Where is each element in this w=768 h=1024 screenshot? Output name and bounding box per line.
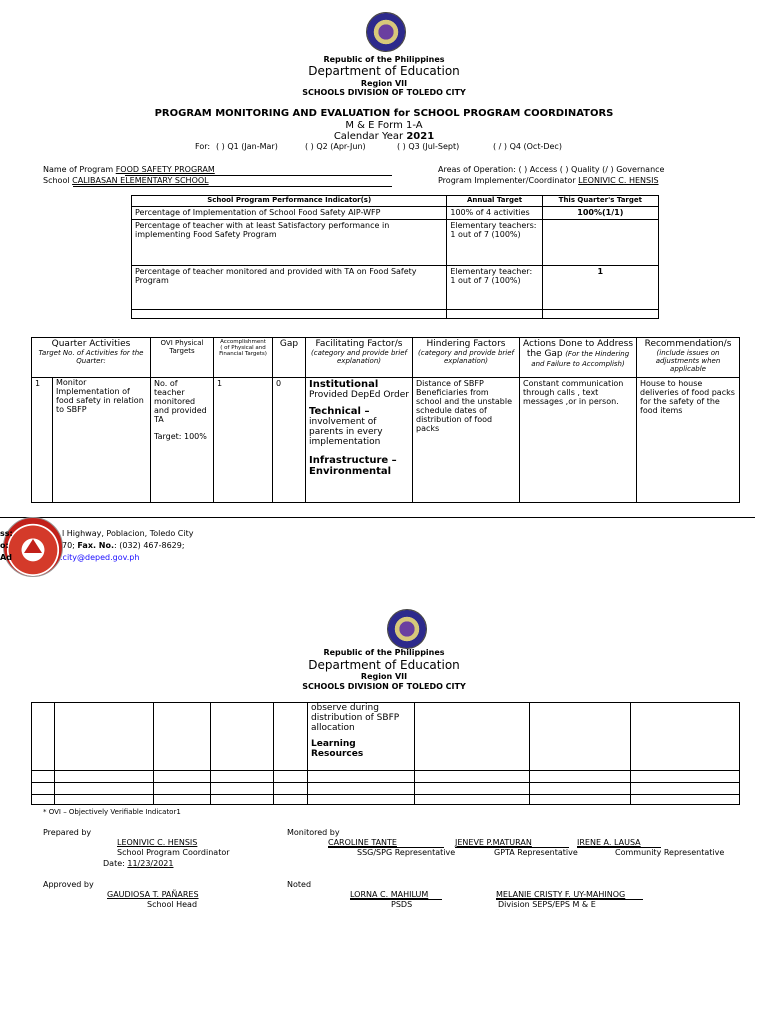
- noted2-name: MELANIE CRISTY F. UY-MAHINOG: [496, 890, 626, 899]
- quarter-q2: ( ) Q2 (Apr-Jun): [305, 142, 366, 151]
- ovi-header: OVI Physical Targets: [151, 338, 214, 378]
- noted1-role: PSDS: [391, 900, 413, 909]
- dept-label: Department of Education: [308, 64, 460, 78]
- noted2-role: Division SEPS/EPS M & E: [498, 900, 596, 909]
- actions-cell: Constant communication through calls , text messages ,or in person.: [520, 378, 637, 503]
- annual-target-cell: Elementary teacher: 1 out of 7 (100%): [447, 266, 542, 310]
- areas-governance: (/ ) Governance: [602, 165, 665, 174]
- quarter-activities-header: Quarter Activities Target No. of Activities for the Quarter:: [32, 338, 151, 378]
- program-name-value: FOOD SAFETY PROGRAM: [115, 165, 215, 174]
- calendar-year: [0, 131, 768, 142]
- activity-number: 1: [32, 378, 53, 503]
- footer-tel: 70; Fax. No.: (032) 467-8629;: [62, 541, 185, 550]
- quarter-target-header: This Quarter's Target: [542, 196, 658, 207]
- indicators-table: [131, 195, 659, 319]
- school-value: CALIBASAN ELEMENTARY SCHOOL: [72, 176, 209, 185]
- program-name-label: Name of Program: [43, 165, 114, 174]
- gap-header: Gap: [273, 338, 306, 378]
- division-label: SCHOOLS DIVISION OF TOLEDO CITY: [302, 682, 466, 691]
- footer-address: l Highway, Poblacion, Toledo City: [62, 529, 194, 538]
- quarter-target-cell: 100%(1/1): [542, 207, 658, 220]
- deped-seal-icon: [366, 12, 406, 52]
- footer-address-label: ss:: [0, 529, 13, 538]
- republic-label: Republic of the Philippines: [323, 648, 445, 657]
- region-label: Region VII: [360, 79, 408, 88]
- implementer-value: LEONIVIC C. HENSIS: [578, 176, 659, 185]
- quarter-target-cell: [542, 220, 658, 266]
- implementer-row: [438, 176, 659, 185]
- dept-label: Department of Education: [308, 658, 460, 672]
- monitor1-name: CAROLINE TANTE: [328, 838, 397, 847]
- republic-label: Republic of the Philippines: [323, 55, 445, 64]
- annual-target-header: Annual Target: [447, 196, 542, 207]
- actions-header: Actions Done to Address the Gap (For the Hindering and Failure to Accomplish): [520, 338, 637, 378]
- approved-by-name: GAUDIOSA T. PAÑARES: [107, 890, 199, 899]
- hindering-header: Hindering Factors (category and provide brief explanation): [413, 338, 520, 378]
- date-label: Date:: [103, 859, 125, 868]
- activities-table-continued: [31, 702, 740, 805]
- quarter-q4: ( / ) Q4 (Oct-Dec): [493, 142, 562, 151]
- date-row: [103, 859, 173, 868]
- areas-quality: ( ) Quality: [559, 165, 600, 174]
- activity-text: Monitor Implementation of food safety in relation to SBFP: [53, 378, 151, 503]
- monitor3-name: IRENE A. LAUSA: [577, 838, 641, 847]
- monitored-by-label: Monitored by: [287, 828, 340, 837]
- gap-cell: 0: [273, 378, 306, 503]
- quarter-q3: ( ) Q3 (Jul-Sept): [397, 142, 460, 151]
- footer-tel-label: o:: [0, 541, 9, 550]
- facilitating-header: Facilitating Factor/s (category and provide brief explanation): [306, 338, 413, 378]
- indicator-cell: Percentage of teacher with at least Satisfactory performance in implementing Food Safety Program: [132, 220, 447, 266]
- division-logo-icon: [3, 517, 63, 577]
- approved-by-role: School Head: [147, 900, 198, 909]
- facilitating-cell: Institutional Provided DepEd Order Technical – involvement of parents in every implementation Infrastructure – Environmental: [306, 378, 413, 503]
- calendar-year-label: Calendar Year: [333, 131, 404, 142]
- region-label: Region VII: [360, 672, 408, 681]
- prepared-by-role: School Program Coordinator: [117, 848, 230, 857]
- prepared-by-label: Prepared by: [43, 828, 92, 837]
- form-title: PROGRAM MONITORING AND EVALUATION for SCHOOL PROGRAM COORDINATORS: [154, 108, 614, 119]
- date-value: 11/23/2021: [127, 859, 174, 868]
- accomplishment-cell: 1: [214, 378, 273, 503]
- areas-label: Areas of Operation:: [438, 165, 516, 174]
- annual-target-cell: 100% of 4 activities: [447, 207, 542, 220]
- areas-access: ( ) Access: [518, 165, 558, 174]
- monitor2-name: JENEVE P.MATURAN: [455, 838, 532, 847]
- recommendation-header: Recommendation/s (include issues on adjustments when applicable: [637, 338, 740, 378]
- school-row: [43, 176, 209, 185]
- indicator-cell: Percentage of teacher monitored and provided with TA on Food Safety Program: [132, 266, 447, 310]
- footer-email-label: Ad: [0, 553, 12, 562]
- implementer-label: Program Implementer/Coordinator: [438, 176, 576, 185]
- monitor3-role: Community Representative: [615, 848, 725, 857]
- accomplishment-header: Accomplishment ( of Physical and Financial Targets): [214, 338, 273, 378]
- annual-target-cell: Elementary teachers: 1 out of 7 (100%): [447, 220, 542, 266]
- calendar-year-value: 2021: [406, 131, 435, 142]
- form-number: M & E Form 1-A: [345, 120, 423, 131]
- ovi-cell: No. of teacher monitored and provided TA Target: 100%: [151, 378, 214, 503]
- hindering-cell: Distance of SBFP Beneficiaries from school and the unstable schedule dates of distribution of food packs: [413, 378, 520, 503]
- indicator-header: School Program Performance Indicator(s): [132, 196, 447, 207]
- activities-table: [31, 337, 740, 503]
- quarter-for-label: For:: [195, 142, 211, 151]
- prepared-by-name: LEONIVIC C. HENSIS: [117, 838, 198, 847]
- approved-by-label: Approved by: [43, 880, 94, 889]
- noted-label: Noted: [287, 880, 312, 889]
- continued-facilitating-cell: observe during distribution of SBFP allocation Learning Resources: [308, 703, 415, 771]
- quarter-q1: ( ) Q1 (Jan-Mar): [216, 142, 278, 151]
- school-label: School: [43, 176, 70, 185]
- areas-row: [438, 165, 664, 174]
- ovi-footnote: * OVI – Objectively Verifiable Indicator1: [43, 808, 181, 816]
- monitor1-role: SSG/SPG Representative: [357, 848, 456, 857]
- program-name-row: [43, 165, 215, 174]
- quarter-target-cell: 1: [542, 266, 658, 310]
- noted1-name: LORNA C. MAHILUM: [350, 890, 429, 899]
- deped-seal-icon: [387, 609, 427, 649]
- monitor2-role: GPTA Representative: [494, 848, 578, 857]
- division-label: SCHOOLS DIVISION OF TOLEDO CITY: [302, 88, 466, 97]
- recommendation-cell: House to house deliveries of food packs for the safety of the food items: [637, 378, 740, 503]
- indicator-cell: Percentage of Implementation of School Food Safety AIP-WFP: [132, 207, 447, 220]
- footer-email-link[interactable]: .city@deped.gov.ph: [60, 553, 140, 562]
